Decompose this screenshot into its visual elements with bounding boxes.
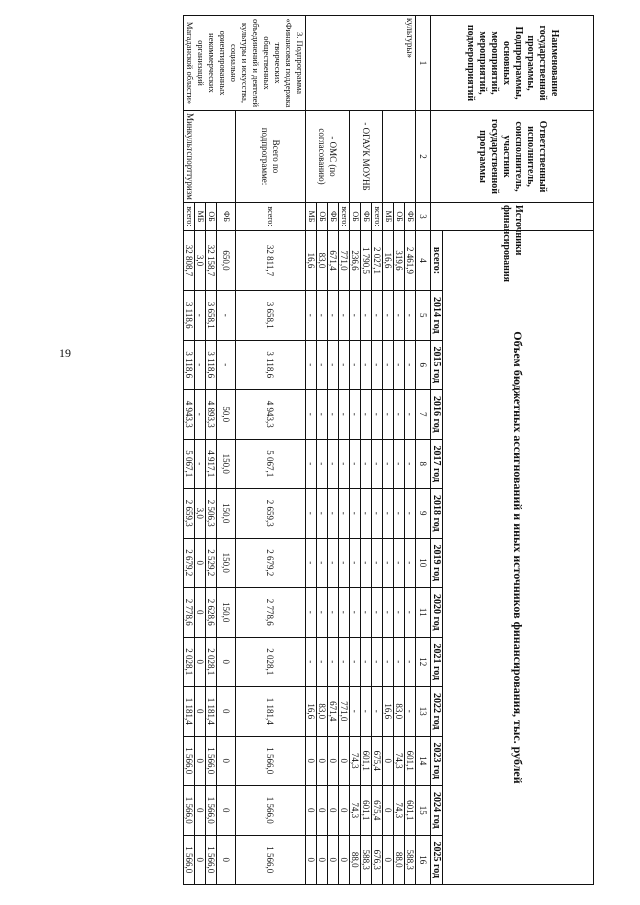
header-title: Объем бюджетных ассигнований и иных источников финансирования, тыс. рублей xyxy=(443,231,594,885)
value-cell: 83,0 xyxy=(394,687,405,737)
executor-cell-empty xyxy=(383,111,416,203)
funding-source-cell: ОБ xyxy=(206,203,217,231)
value-cell: 3 658,1 xyxy=(236,291,306,341)
value-cell: - xyxy=(361,390,372,440)
value-cell: - xyxy=(372,588,383,638)
value-cell: 2 028,1 xyxy=(236,637,306,687)
value-cell: 150,0 xyxy=(217,439,236,489)
value-cell: - xyxy=(328,637,339,687)
value-cell: - xyxy=(328,390,339,440)
value-cell: 0 xyxy=(317,736,328,786)
value-cell: - xyxy=(405,538,416,588)
value-cell: 16,6 xyxy=(383,231,394,291)
value-cell: 2 659,3 xyxy=(236,489,306,539)
value-cell: 74,3 xyxy=(394,786,405,836)
value-cell: 2 028,1 xyxy=(206,637,217,687)
value-cell: 32 811,7 xyxy=(236,231,306,291)
funding-source-cell: всего: xyxy=(184,203,195,231)
value-cell: 16,6 xyxy=(383,687,394,737)
header-executor: Ответственный исполнитель, соисполнитель, участник государственной программы xyxy=(431,111,594,203)
value-cell: - xyxy=(317,538,328,588)
value-cell: 2 778,6 xyxy=(236,588,306,638)
value-cell: - xyxy=(328,439,339,489)
value-cell: 2 027,1 xyxy=(372,231,383,291)
column-index: 8 xyxy=(416,439,431,489)
funding-source-cell: всего: xyxy=(372,203,383,231)
value-cell: 0 xyxy=(217,736,236,786)
value-cell: 771,0 xyxy=(339,231,350,291)
value-cell: - xyxy=(339,637,350,687)
column-index: 12 xyxy=(416,637,431,687)
header-year: 2020 год xyxy=(431,588,443,638)
header-year: 2022 год xyxy=(431,687,443,737)
value-cell: 1 181,4 xyxy=(236,687,306,737)
value-cell: 0 xyxy=(306,786,317,836)
funding-source-cell: ОБ xyxy=(350,203,361,231)
value-cell: 16,6 xyxy=(306,231,317,291)
value-cell: - xyxy=(306,439,317,489)
value-cell: 1 566,0 xyxy=(184,786,195,836)
value-cell: 0 xyxy=(339,835,350,885)
financing-table xyxy=(183,15,594,885)
value-cell: 3 118,6 xyxy=(236,340,306,390)
value-cell: - xyxy=(372,637,383,687)
value-cell: - xyxy=(383,538,394,588)
column-index: 6 xyxy=(416,340,431,390)
value-cell: - xyxy=(383,489,394,539)
header-year: 2025 год xyxy=(431,835,443,885)
value-cell: 1 566,0 xyxy=(236,786,306,836)
value-cell: - xyxy=(217,340,236,390)
value-cell: - xyxy=(306,340,317,390)
value-cell: - xyxy=(317,390,328,440)
rotated-table-page xyxy=(64,15,594,885)
header-year: 2017 год xyxy=(431,439,443,489)
value-cell: 3 658,1 xyxy=(206,291,217,341)
value-cell: 1 181,4 xyxy=(184,687,195,737)
funding-source-cell: ОБ xyxy=(394,203,405,231)
value-cell: - xyxy=(405,340,416,390)
subprogram-3-name: 3. Подпрограмма «Финансовая поддержка творческих общественных объединений и деятелей культуры и искусства, социально ориентированных некоммерческих организаций Магаданской области» xyxy=(184,16,306,111)
value-cell: - xyxy=(405,637,416,687)
value-cell: - xyxy=(339,538,350,588)
column-index: 5 xyxy=(416,291,431,341)
funding-source-cell: ФБ xyxy=(217,203,236,231)
value-cell: 3,0 xyxy=(195,489,206,539)
value-cell: - xyxy=(317,340,328,390)
executor-oms: - ОМС (по согласованию) xyxy=(306,111,350,203)
page-number: 19 xyxy=(59,346,71,360)
value-cell: - xyxy=(394,390,405,440)
value-cell: - xyxy=(339,340,350,390)
value-cell: 74,3 xyxy=(394,736,405,786)
column-index: 14 xyxy=(416,736,431,786)
value-cell: 1 181,4 xyxy=(206,687,217,737)
header-year: 2024 год xyxy=(431,786,443,836)
column-index: 13 xyxy=(416,687,431,737)
value-cell: - xyxy=(394,637,405,687)
value-cell: 1 790,5 xyxy=(361,231,372,291)
value-cell: 0 xyxy=(383,786,394,836)
value-cell: - xyxy=(372,538,383,588)
value-cell: - xyxy=(372,439,383,489)
value-cell: 3 118,6 xyxy=(184,340,195,390)
program-name-kultura: культуры» xyxy=(405,18,415,58)
funding-source-cell: ОБ xyxy=(317,203,328,231)
value-cell: - xyxy=(350,291,361,341)
value-cell: - xyxy=(350,439,361,489)
value-cell: - xyxy=(361,687,372,737)
table-row xyxy=(405,16,416,885)
value-cell: - xyxy=(339,439,350,489)
value-cell: - xyxy=(195,390,206,440)
value-cell: 32 158,7 xyxy=(206,231,217,291)
column-index: 1 xyxy=(416,16,431,111)
funding-source-cell: ФБ xyxy=(405,203,416,231)
value-cell: - xyxy=(361,291,372,341)
value-cell: 236,6 xyxy=(350,231,361,291)
value-cell: - xyxy=(306,390,317,440)
header-year: 2021 год xyxy=(431,637,443,687)
table-row xyxy=(339,16,350,885)
value-cell: 4 917,1 xyxy=(206,439,217,489)
value-cell: 0 xyxy=(317,835,328,885)
value-cell: - xyxy=(317,489,328,539)
value-cell: 2 529,2 xyxy=(206,538,217,588)
value-cell: - xyxy=(405,489,416,539)
value-cell: 588,3 xyxy=(405,835,416,885)
value-cell: 676,3 xyxy=(372,835,383,885)
value-cell: 675,4 xyxy=(372,786,383,836)
value-cell: 88,0 xyxy=(394,835,405,885)
value-cell: - xyxy=(361,637,372,687)
value-cell: 0 xyxy=(383,736,394,786)
value-cell: 2 028,1 xyxy=(184,637,195,687)
value-cell: 2 506,3 xyxy=(206,489,217,539)
value-cell: 4 943,3 xyxy=(184,390,195,440)
value-cell: 2 461,9 xyxy=(405,231,416,291)
value-cell: 0 xyxy=(195,637,206,687)
value-cell: - xyxy=(372,291,383,341)
value-cell: 0 xyxy=(195,687,206,737)
value-cell: 32 808,7 xyxy=(184,231,195,291)
value-cell: 671,4 xyxy=(328,687,339,737)
value-cell: - xyxy=(328,489,339,539)
value-cell: - xyxy=(306,538,317,588)
column-index: 15 xyxy=(416,786,431,836)
value-cell: 5 067,1 xyxy=(236,439,306,489)
value-cell: - xyxy=(350,588,361,638)
funding-source-cell: МБ xyxy=(195,203,206,231)
value-cell: 675,4 xyxy=(372,736,383,786)
value-cell: - xyxy=(383,291,394,341)
value-cell: - xyxy=(405,291,416,341)
value-cell: 1 566,0 xyxy=(206,736,217,786)
value-cell: 0 xyxy=(328,786,339,836)
value-cell: - xyxy=(317,637,328,687)
value-cell: - xyxy=(306,291,317,341)
value-cell: 1 566,0 xyxy=(236,736,306,786)
value-cell: 0 xyxy=(339,786,350,836)
column-index: 2 xyxy=(416,111,431,203)
value-cell: 2 679,2 xyxy=(184,538,195,588)
value-cell: 0 xyxy=(195,736,206,786)
value-cell: - xyxy=(195,291,206,341)
value-cell: - xyxy=(317,439,328,489)
value-cell: 0 xyxy=(383,835,394,885)
value-cell: - xyxy=(350,687,361,737)
value-cell: - xyxy=(383,340,394,390)
value-cell: 601,1 xyxy=(405,786,416,836)
value-cell: 1 566,0 xyxy=(184,736,195,786)
executor-ogauk: - ОГАУК МОУНБ xyxy=(350,111,383,203)
value-cell: - xyxy=(350,637,361,687)
value-cell: - xyxy=(394,538,405,588)
value-cell: 650,0 xyxy=(217,231,236,291)
value-cell: - xyxy=(405,588,416,638)
value-cell: - xyxy=(361,538,372,588)
value-cell: 0 xyxy=(306,736,317,786)
value-cell: 1 566,0 xyxy=(236,835,306,885)
value-cell: - xyxy=(383,588,394,638)
value-cell: 0 xyxy=(328,736,339,786)
column-index-row xyxy=(416,16,431,885)
header-year: 2023 год xyxy=(431,736,443,786)
value-cell: - xyxy=(383,390,394,440)
program-cell xyxy=(306,16,416,111)
value-cell: - xyxy=(306,588,317,638)
executor-minkult: Минкультспорттуризм xyxy=(184,111,236,203)
table-row xyxy=(236,16,306,885)
column-index: 9 xyxy=(416,489,431,539)
value-cell: 88,0 xyxy=(350,835,361,885)
value-cell: - xyxy=(394,340,405,390)
value-cell: - xyxy=(394,291,405,341)
column-index: 16 xyxy=(416,835,431,885)
value-cell: 50,0 xyxy=(217,390,236,440)
header-row-title xyxy=(443,16,594,885)
value-cell: 0 xyxy=(195,588,206,638)
value-cell: - xyxy=(372,390,383,440)
column-index: 4 xyxy=(416,231,431,291)
value-cell: 2 659,3 xyxy=(184,489,195,539)
value-cell: 3 118,6 xyxy=(184,291,195,341)
value-cell: - xyxy=(394,439,405,489)
table-row xyxy=(372,16,383,885)
value-cell: - xyxy=(317,588,328,638)
value-cell: - xyxy=(328,340,339,390)
value-cell: 16,6 xyxy=(306,687,317,737)
value-cell: - xyxy=(328,538,339,588)
value-cell: 4 893,3 xyxy=(206,390,217,440)
value-cell: - xyxy=(372,340,383,390)
value-cell: - xyxy=(306,637,317,687)
value-cell: - xyxy=(394,588,405,638)
header-year: 2016 год xyxy=(431,390,443,440)
funding-source-cell: всего: xyxy=(236,203,306,231)
value-cell: 5 067,1 xyxy=(184,439,195,489)
value-cell: 1 566,0 xyxy=(184,835,195,885)
value-cell: - xyxy=(405,390,416,440)
value-cell: - xyxy=(328,588,339,638)
value-cell: 1 566,0 xyxy=(206,835,217,885)
column-index: 3 xyxy=(416,203,431,231)
value-cell: 0 xyxy=(317,786,328,836)
value-cell: - xyxy=(350,340,361,390)
value-cell: 671,4 xyxy=(328,231,339,291)
value-cell: - xyxy=(217,291,236,341)
value-cell: 1 566,0 xyxy=(206,786,217,836)
column-index: 7 xyxy=(416,390,431,440)
header-year: 2014 год xyxy=(431,291,443,341)
value-cell: 3 118,6 xyxy=(206,340,217,390)
value-cell: - xyxy=(361,340,372,390)
column-index: 11 xyxy=(416,588,431,638)
value-cell: 150,0 xyxy=(217,489,236,539)
value-cell: - xyxy=(383,439,394,489)
value-cell: - xyxy=(372,489,383,539)
value-cell: 0 xyxy=(306,835,317,885)
value-cell: - xyxy=(328,291,339,341)
value-cell: 4 943,3 xyxy=(236,390,306,440)
subprogram-total-label: Всего по подпрограмме: xyxy=(236,111,306,203)
value-cell: 74,3 xyxy=(350,736,361,786)
value-cell: - xyxy=(350,390,361,440)
value-cell: 0 xyxy=(217,687,236,737)
value-cell: - xyxy=(383,637,394,687)
funding-source-cell: МБ xyxy=(306,203,317,231)
value-cell: - xyxy=(339,588,350,638)
value-cell: 150,0 xyxy=(217,538,236,588)
value-cell: 319,6 xyxy=(394,231,405,291)
value-cell: - xyxy=(372,687,383,737)
header-year: 2018 год xyxy=(431,489,443,539)
funding-source-cell: всего: xyxy=(339,203,350,231)
value-cell: 601,1 xyxy=(361,736,372,786)
value-cell: 2 628,6 xyxy=(206,588,217,638)
value-cell: - xyxy=(339,291,350,341)
value-cell: - xyxy=(339,390,350,440)
value-cell: 0 xyxy=(195,835,206,885)
value-cell: 0 xyxy=(328,835,339,885)
value-cell: 0 xyxy=(195,786,206,836)
value-cell: 0 xyxy=(217,835,236,885)
value-cell: - xyxy=(405,687,416,737)
value-cell: - xyxy=(361,588,372,638)
funding-source-cell: МБ xyxy=(383,203,394,231)
value-cell: 0 xyxy=(217,786,236,836)
value-cell: - xyxy=(361,489,372,539)
value-cell: 0 xyxy=(217,637,236,687)
value-cell: 2 778,6 xyxy=(184,588,195,638)
value-cell: 771,0 xyxy=(339,687,350,737)
value-cell: 588,3 xyxy=(361,835,372,885)
value-cell: 74,3 xyxy=(350,786,361,836)
value-cell: - xyxy=(350,489,361,539)
funding-source-cell: ФБ xyxy=(361,203,372,231)
header-year: 2015 год xyxy=(431,340,443,390)
header-funding-sources: Источники финансирования xyxy=(431,203,594,231)
table-row xyxy=(217,16,236,885)
value-cell: 0 xyxy=(195,538,206,588)
value-cell: - xyxy=(361,439,372,489)
value-cell: 150,0 xyxy=(217,588,236,638)
value-cell: 601,1 xyxy=(361,786,372,836)
header-program-name: Наименование государственной программы, Подпрограммы, основных мероприятий, мероприятий, подмероприятий xyxy=(431,16,594,111)
funding-source-cell: ФБ xyxy=(328,203,339,231)
value-cell: - xyxy=(339,489,350,539)
value-cell: - xyxy=(195,439,206,489)
value-cell: - xyxy=(394,489,405,539)
value-cell: 2 679,2 xyxy=(236,538,306,588)
value-cell: - xyxy=(405,439,416,489)
header-total: всего: xyxy=(431,231,443,291)
value-cell: 83,0 xyxy=(317,231,328,291)
value-cell: 601,1 xyxy=(405,736,416,786)
value-cell: - xyxy=(195,340,206,390)
value-cell: 0 xyxy=(339,736,350,786)
column-index: 10 xyxy=(416,538,431,588)
value-cell: - xyxy=(350,538,361,588)
value-cell: - xyxy=(306,489,317,539)
value-cell: - xyxy=(317,291,328,341)
header-year: 2019 год xyxy=(431,538,443,588)
value-cell: 3,0 xyxy=(195,231,206,291)
value-cell: 83,0 xyxy=(317,687,328,737)
